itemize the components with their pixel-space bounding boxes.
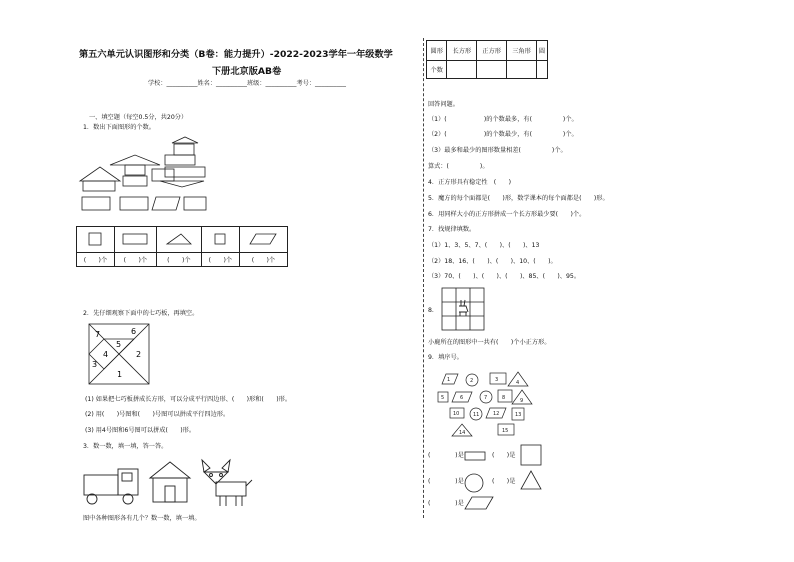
q9-row-3: ( )是 <box>428 500 464 507</box>
answer-label: 回答问题。 <box>428 101 459 108</box>
cell-triangle <box>156 227 201 253</box>
square-shape-icon <box>87 232 103 246</box>
rectangle-shape-icon <box>122 232 148 246</box>
shape-num-2: 2 <box>470 378 474 384</box>
tally-header-4: 圆 <box>536 41 547 61</box>
q2-line-3: (3) 用4号图和6号图可以拼成( )形。 <box>85 427 196 434</box>
shape-num-15: 15 <box>502 428 509 434</box>
shape-num-9: 9 <box>520 398 524 404</box>
shape-num-6: 6 <box>460 395 464 401</box>
right-line-2: （2）( )的个数最少，有( )个。 <box>428 131 578 138</box>
blank-rectangle[interactable]: ( )个 <box>114 253 156 267</box>
right-line-1: （1）( )的个数最多，有( )个。 <box>428 116 578 123</box>
triangle-shape-icon <box>165 232 193 246</box>
numbered-shapes-figure <box>432 370 542 438</box>
q8-label: 8. <box>428 307 434 314</box>
shape-count-table <box>76 226 288 267</box>
question-1: 1．数出下面图形的个数。 <box>83 124 155 131</box>
shape-num-1: 1 <box>447 377 451 383</box>
question-4: 4．正方形具有稳定性 ( ) <box>428 179 512 186</box>
q9-row-1: ( )是 <box>428 452 464 459</box>
house-figure <box>150 460 190 504</box>
tally-count-4[interactable] <box>536 61 547 79</box>
tangram-figure <box>89 324 149 384</box>
question-6: 6．用同样大小的正方形拼成一个长方形最少要( )个。 <box>428 211 586 218</box>
right-line-4: 算式：( )。 <box>428 163 489 170</box>
tally-header-0: 圆形 <box>427 41 447 61</box>
tangram-num-2: 2 <box>136 350 142 359</box>
section-heading: 一、填空题（每空0.5分，共20分） <box>89 114 188 121</box>
rectangle-answer-icon <box>464 451 486 461</box>
shape-num-3: 3 <box>495 377 499 383</box>
q7-line-2: （2）18、16、( )、( )、10、( )。 <box>428 258 557 265</box>
q7-line-1: （1）1、3、5、7、( )、( )、13 <box>428 242 540 249</box>
deer-grid-figure <box>442 288 484 330</box>
tally-count-2[interactable] <box>477 61 507 79</box>
doc-title-line2: 下册北京版AB卷 <box>212 66 282 77</box>
question-7: 7．找规律填数。 <box>428 226 476 233</box>
shape-num-13: 13 <box>515 412 522 418</box>
cell-rectangle <box>114 227 156 253</box>
blank-triangle[interactable]: ( )个 <box>156 253 201 267</box>
tally-header-3: 三角形 <box>507 41 537 61</box>
student-info: 学校：__________姓名：__________班级：__________考号：__________ <box>148 80 346 87</box>
triangle-answer-icon <box>520 470 542 490</box>
tangram-num-3: 3 <box>92 360 98 369</box>
blank-parallelogram[interactable]: ( )个 <box>239 253 287 267</box>
shape-num-11: 11 <box>473 412 480 418</box>
blank-square[interactable]: ( )个 <box>77 253 115 267</box>
cell-square <box>77 227 115 253</box>
circle-answer-icon <box>463 472 485 494</box>
tally-count-1[interactable] <box>447 61 477 79</box>
column-divider <box>423 38 424 518</box>
tangram-num-1: 1 <box>117 370 123 379</box>
truck-figure <box>84 467 142 507</box>
shape-num-5: 5 <box>441 395 445 401</box>
shape-num-10: 10 <box>453 411 460 417</box>
cell-parallelogram <box>239 227 287 253</box>
cell-small-square <box>201 227 239 253</box>
q2-line-1: (1) 如果把七巧板拼成长方形，可以分成平行四边形、( )形和( )形。 <box>85 396 292 403</box>
tangram-num-5: 5 <box>116 340 122 349</box>
question-2: 2．先仔细观察下面中的七巧板，再填空。 <box>83 310 199 317</box>
q7-line-3: （3）70、( )、( )、( )、85、( )、95。 <box>428 273 581 280</box>
square-answer-icon <box>520 444 542 466</box>
tally-header-2: 正方形 <box>477 41 507 61</box>
small-square-shape-icon <box>212 232 228 246</box>
tally-count-3[interactable] <box>507 61 537 79</box>
blank-small-square[interactable]: ( )个 <box>201 253 239 267</box>
shape-num-14: 14 <box>459 430 466 436</box>
question-5: 5．魔方的每个面都是( )形，数学课本的每个面都是( )形。 <box>428 195 609 202</box>
shape-tally-table <box>426 40 548 79</box>
question-9: 9．填序号。 <box>428 354 463 361</box>
q2-line-2: (2) 用( )号图和( )号图可以拼成平行四边形。 <box>85 411 230 418</box>
shape-num-12: 12 <box>493 411 500 417</box>
q9-right-1: ( )是 <box>492 452 516 459</box>
parallelogram-answer-icon <box>464 496 494 510</box>
shape-num-4: 4 <box>516 380 520 386</box>
question-3: 3．数一数，填一填，答一答。 <box>83 443 168 450</box>
q9-right-2: ( )是 <box>492 478 516 485</box>
parallelogram-shape-icon <box>248 232 278 246</box>
q3-footer: 图中各种图形各有几个？数一数，填一填。 <box>83 515 201 522</box>
tangram-num-7: 7 <box>95 330 101 339</box>
shape-num-7: 7 <box>484 395 488 401</box>
q9-row-2: ( )是 <box>428 478 464 485</box>
tally-header-1: 长方形 <box>447 41 477 61</box>
doc-title-line1: 第五六单元认识图形和分类（B卷：能力提升）-2022-2023学年一年级数学 <box>79 49 393 60</box>
right-line-3: （3）最多和最少的图形数量相差( )个。 <box>428 147 567 154</box>
tangram-num-4: 4 <box>103 350 109 359</box>
shape-num-8: 8 <box>502 395 506 401</box>
q8-text: 小鹿所在的图形中一共有( )个小正方形。 <box>428 339 551 346</box>
tangram-num-6: 6 <box>131 327 137 336</box>
block-figure <box>80 135 210 210</box>
tally-row-label: 个数 <box>427 61 447 79</box>
animal-figure <box>202 460 252 506</box>
